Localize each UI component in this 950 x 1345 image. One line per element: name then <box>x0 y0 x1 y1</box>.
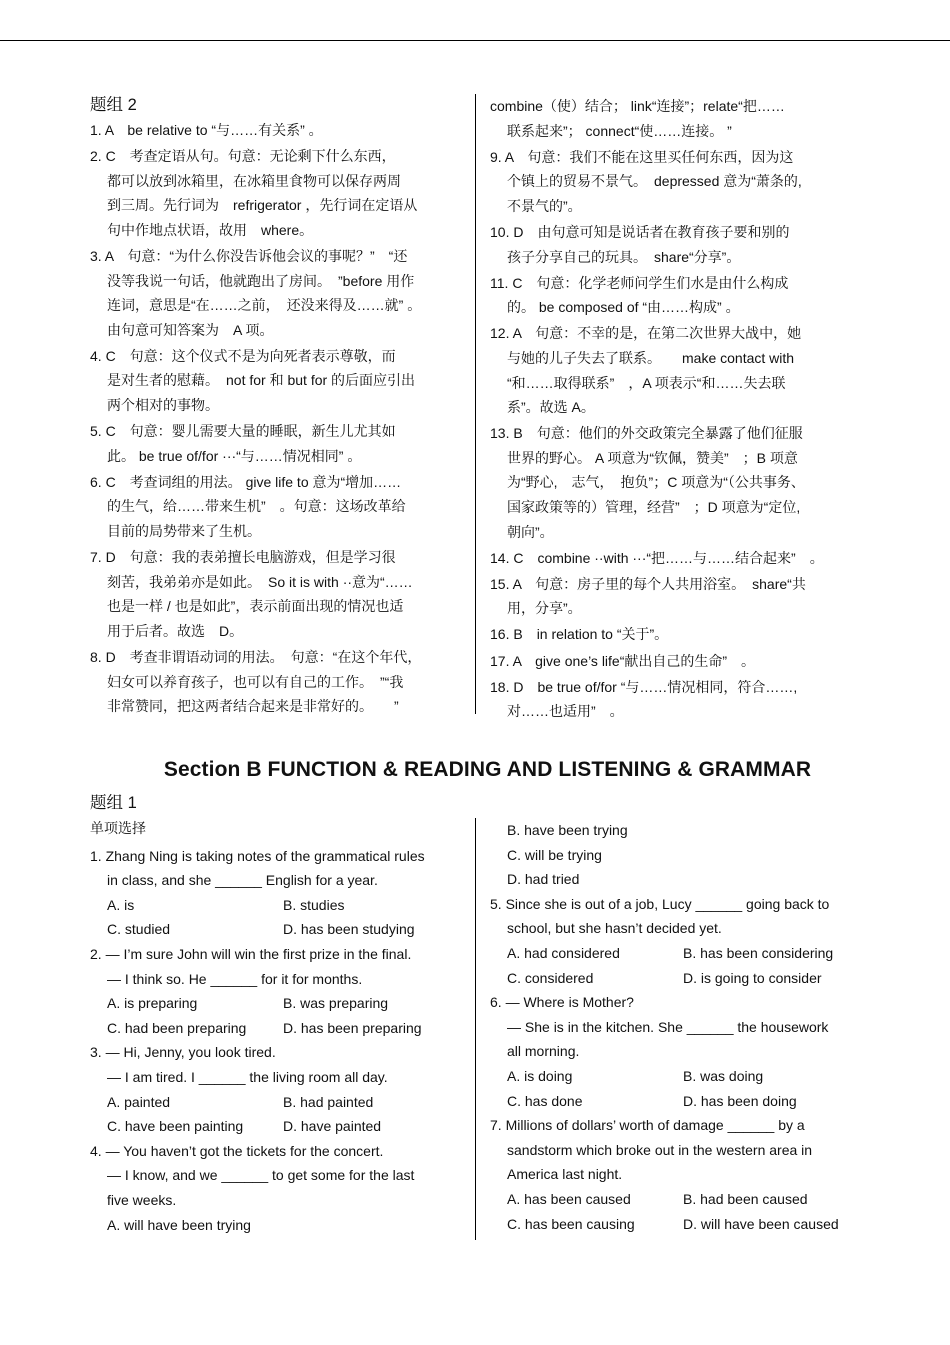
answer-line: 不景气的”。 <box>507 197 582 214</box>
option-row <box>90 991 462 1016</box>
answer-item <box>490 421 862 544</box>
option: A. will have been trying <box>107 1216 251 1233</box>
answer-item <box>90 645 462 719</box>
option: D. has been studying <box>283 921 415 938</box>
question-text: all morning. <box>507 1043 580 1060</box>
answer-line: 1. A be relative to “与……有关系” 。 <box>90 122 323 138</box>
answer-item <box>90 118 462 143</box>
answer-item <box>490 546 862 571</box>
answer-line: 3. A 句意：“为什么你没告诉他会议的事呢？” “还 <box>90 247 408 264</box>
column-divider-top <box>475 94 476 714</box>
answer-item <box>90 419 462 468</box>
answer-line: 对……也适用” 。 <box>507 703 624 720</box>
answer-line: 到三周。先行词为 refrigerator ，先行词在定语从 <box>107 197 418 214</box>
question-text: 7. Millions of dollars’ worth of damage ______ by a <box>490 1117 805 1134</box>
option: B. has been considering <box>683 944 834 961</box>
option-row <box>490 941 870 966</box>
option-row <box>490 1089 870 1114</box>
option: B. studies <box>283 896 345 913</box>
answer-line: combine（使）结合； link“连接”；relate“把…… <box>490 98 785 114</box>
section-b-title: Section B FUNCTION & READING AND LISTENING & GRAMMAR <box>163 758 812 781</box>
column-divider-bottom <box>475 818 476 1240</box>
question-item <box>490 892 870 990</box>
answer-line: 妇女可以养育孩子，也可以有自己的工作。 ”“我 <box>107 673 404 690</box>
question-text: sandstorm which broke out in the western area in <box>507 1141 813 1158</box>
option: A. is <box>107 896 135 913</box>
option: A. is doing <box>507 1067 573 1084</box>
option: C. studied <box>107 921 171 938</box>
question-text: — I know, and we ______ to get some for the last <box>107 1167 415 1184</box>
answer-line: 此。 be true of/for ···“与……情况相同” 。 <box>107 447 362 464</box>
option-row <box>90 1114 462 1139</box>
section-b-left-column <box>90 790 462 1237</box>
answer-item <box>490 649 862 674</box>
option: D. have painted <box>283 1118 382 1135</box>
answer-line: 11. C 句意：化学老师问学生们水是由什么构成 <box>490 274 789 291</box>
answer-line: 5. C 句意：婴儿需要大量的睡眠，新生儿尤其如 <box>90 423 396 440</box>
option: D. is going to consider <box>683 969 822 986</box>
option: D. has been doing <box>683 1092 797 1109</box>
question-item <box>90 844 462 942</box>
answer-line: 连词，意思是“在……之前， 还没来得及……就” 。 <box>107 297 422 314</box>
answer-item <box>90 244 462 342</box>
question-item <box>90 942 462 1040</box>
question-text: 1. Zhang Ning is taking notes of the grammatical rules <box>90 847 425 864</box>
option: C. had been preparing <box>107 1019 247 1036</box>
answer-line: 朝向”。 <box>507 523 554 540</box>
answer-line: 15. A 句意：房子里的每个人共用浴室。 share“共 <box>490 575 806 592</box>
top-rule <box>0 40 950 41</box>
answer-line: “和……取得联系” ，A 项表示“和……失去联 <box>507 374 786 391</box>
answer-line: 10. D 由句意可知是说话者在教育孩子要和别的 <box>490 223 790 240</box>
answer-item <box>490 572 862 621</box>
option-row <box>490 1212 870 1237</box>
answer-line: 与她的儿子失去了联系。 make contact with <box>507 349 795 366</box>
answer-line: 的生气，给……带来生机” 。句意：这场改革给 <box>107 498 406 515</box>
question-text: 5. Since she is out of a job, Lucy ______ going back to <box>490 895 830 912</box>
option: C. has done <box>507 1092 583 1109</box>
option-row <box>490 966 870 991</box>
option: C. have been painting <box>107 1118 244 1135</box>
answer-item <box>90 470 462 544</box>
option-row <box>90 917 462 942</box>
question-item <box>90 1139 462 1237</box>
option: B. had painted <box>283 1093 374 1110</box>
option: A. painted <box>107 1093 171 1110</box>
option-row <box>490 1187 870 1212</box>
option: B. was preparing <box>283 995 389 1012</box>
option: C. will be trying <box>507 846 602 863</box>
answer-line: 16. B in relation to “关于”。 <box>490 626 669 643</box>
question-text: 4. — You haven’t got the tickets for the concert. <box>90 1142 384 1159</box>
answer-line: 句中作地点状语，故用 where。 <box>107 221 314 238</box>
section-b-group-title: 题组 1 <box>90 794 137 812</box>
answer-line: 国家政策等的）管理，经营” ；D 项意为“定位, <box>507 499 801 515</box>
answer-line: 系”。故选 A。 <box>507 399 595 416</box>
answer-item <box>90 144 462 242</box>
answer-item <box>490 321 862 419</box>
question-text: 6. — Where is Mother? <box>490 994 634 1011</box>
answer-item <box>490 220 862 269</box>
answer-line: 刻苦，我弟弟亦是如此。 So it is with ··意为“…… <box>107 573 413 590</box>
option: D. has been preparing <box>283 1019 422 1036</box>
question-text: in class, and she ______ English for a year. <box>107 872 378 889</box>
option: D. had tried <box>507 871 580 888</box>
answer-line: 的。 be composed of “由……构成” 。 <box>507 299 740 316</box>
answer-line: 用，分享”。 <box>507 600 582 617</box>
question-text: 2. — I’m sure John will win the first prize in the final. <box>90 945 412 962</box>
answer-line: 都可以放到冰箱里，在冰箱里食物可以保存两周 <box>107 172 401 189</box>
answer-line: 由句意可知答案为 A 项。 <box>107 321 274 338</box>
answer-item <box>490 94 862 143</box>
option: B. had been caused <box>683 1190 808 1207</box>
answer-item <box>90 344 462 418</box>
answer-line: 非常赞同，把这两者结合起来是非常好的。 ” <box>107 698 399 715</box>
answer-line: 7. D 句意：我的表弟擅长电脑游戏，但是学习很 <box>90 549 396 566</box>
question-text: school, but she hasn’t decided yet. <box>507 920 722 937</box>
answer-item <box>490 622 862 647</box>
answer-line: 孩子分享自己的玩具。 share“分享”。 <box>507 248 741 265</box>
answer-line: 两个相对的事物。 <box>107 397 219 414</box>
question-item <box>490 990 870 1113</box>
answer-line: 联系起来”； connect“使……连接。 ” <box>507 122 732 139</box>
answer-line: 也是一样 / 也是如此”，表示前面出现的情况也适 <box>107 598 404 615</box>
section-b-subtitle: 单项选择 <box>90 820 146 836</box>
answer-line: 14. C combine ··with ···“把……与……结合起来” 。 <box>490 549 824 566</box>
answer-item <box>90 545 462 643</box>
question-text: five weeks. <box>107 1191 177 1208</box>
option-row <box>90 1090 462 1115</box>
answer-item <box>490 271 862 320</box>
option: D. will have been caused <box>683 1215 839 1232</box>
option: A. had considered <box>507 944 620 961</box>
answer-line: 6. C 考查词组的用法。 give life to 意为“增加…… <box>90 473 402 490</box>
answer-line: 是对生者的慰藉。 not for 和 but for 的后面应引出 <box>107 372 416 389</box>
question-text: — I am tired. I ______ the living room all day. <box>107 1068 388 1085</box>
answer-line: 为“野心, 志气， 抱负”；C 项意为“（公共事务、 <box>507 474 805 491</box>
answer-line: 用于后者。故选 D。 <box>107 622 244 639</box>
answer-item <box>490 675 862 724</box>
answer-line: 8. D 考查非谓语动词的用法。 句意：“在这个年代， <box>90 648 422 665</box>
answer-line: 4. C 句意：这个仪式不是为向死者表示尊敬，而 <box>90 347 396 364</box>
question-text: — I think so. He ______ for it for months. <box>107 970 363 987</box>
answer-line: 2. C 考查定语从句。句意：无论剩下什么东西， <box>90 148 396 165</box>
question-item <box>90 1040 462 1138</box>
option: B. have been trying <box>507 822 628 838</box>
question-text: — She is in the kitchen. She ______ the housework <box>507 1018 829 1035</box>
answer-line: 没等我说一句话，他就跑出了房间。 ”before 用作 <box>107 272 415 289</box>
option-row <box>90 893 462 918</box>
option: B. was doing <box>683 1067 764 1084</box>
answer-line: 9. A 句意：我们不能在这里买任何东西，因为这 <box>490 148 794 165</box>
section-b-right-column <box>490 818 870 1236</box>
answer-item <box>490 145 862 219</box>
question-item <box>490 1113 870 1236</box>
group2-left-column <box>90 92 462 720</box>
group2-title: 题组 2 <box>90 96 137 114</box>
answer-line: 12. A 句意：不幸的是，在第二次世界大战中，她 <box>490 325 802 342</box>
answer-line: 17. A give one’s life“献出自己的生命” 。 <box>490 652 756 669</box>
answer-line: 13. B 句意：他们的外交政策完全暴露了他们征服 <box>490 425 803 442</box>
option-row <box>90 1016 462 1041</box>
answer-line: 世界的野心。 A 项意为“钦佩，赞美” ；B 项意 <box>507 449 798 466</box>
question-text: America last night. <box>507 1166 623 1183</box>
option: A. is preparing <box>107 995 198 1012</box>
answer-line: 个镇上的贸易不景气。 depressed 意为“萧条的, <box>507 173 802 190</box>
option: C. has been causing <box>507 1215 635 1232</box>
option-row <box>490 1064 870 1089</box>
answer-line: 目前的局势带来了生机。 <box>107 523 261 539</box>
option: C. considered <box>507 969 594 986</box>
question-text: 3. — Hi, Jenny, you look tired. <box>90 1044 276 1061</box>
group2-right-column <box>490 94 862 725</box>
option: A. has been caused <box>507 1190 631 1207</box>
answer-line: 18. D be true of/for “与……情况相同，符合……, <box>490 678 798 695</box>
